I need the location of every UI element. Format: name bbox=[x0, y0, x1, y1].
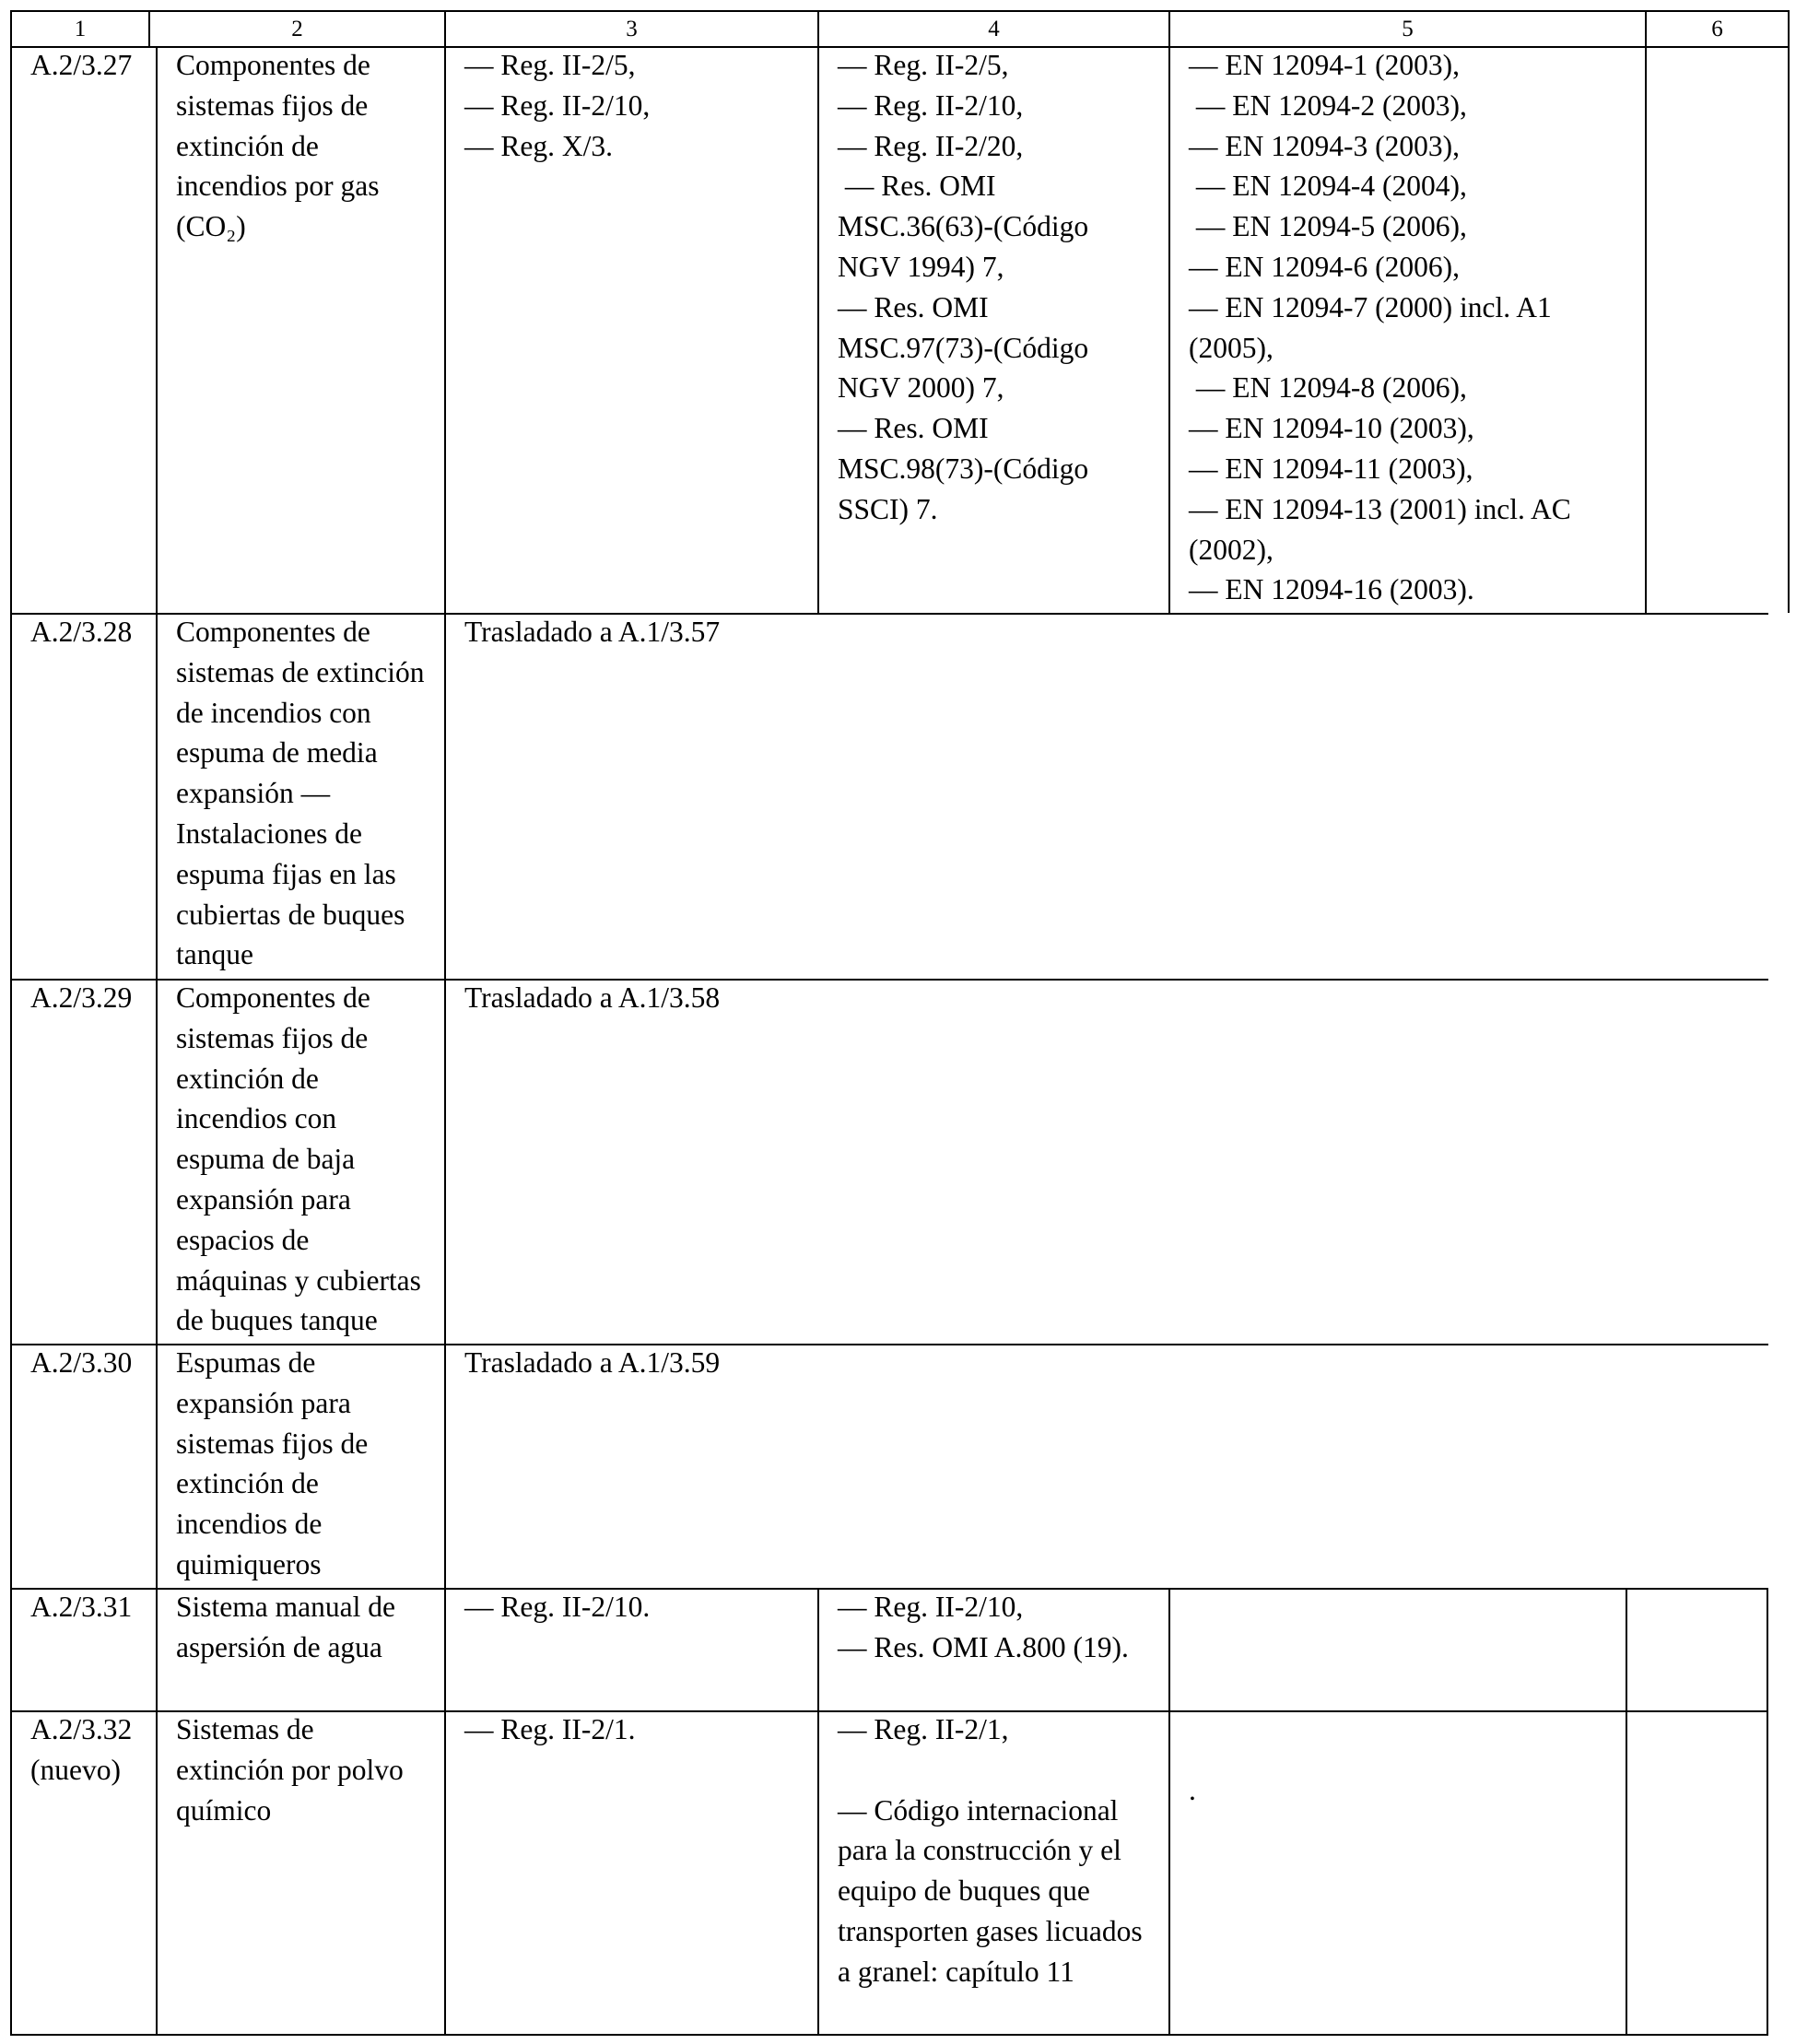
text-line: — EN 12094-11 (2003), bbox=[1189, 452, 1473, 485]
column-6-cell bbox=[1626, 1710, 1768, 2036]
text-line: . bbox=[1189, 1774, 1196, 1806]
text-line: MSC.97(73)-(Código bbox=[838, 331, 1089, 364]
text-line: A.2/3.29 bbox=[30, 981, 133, 1014]
text-line: espacios de bbox=[176, 1223, 310, 1256]
standards-cell bbox=[1168, 1710, 1626, 2036]
text-line: sistemas fijos de bbox=[176, 1021, 369, 1054]
text-line: espuma de media bbox=[176, 736, 378, 769]
text-line: (nuevo) bbox=[30, 1753, 121, 1786]
resolutions-cell bbox=[817, 1710, 1168, 2036]
text-line: de buques tanque bbox=[176, 1304, 378, 1337]
cell-text bbox=[176, 1709, 439, 1830]
item-description-cell bbox=[156, 46, 444, 613]
text-line: — Res. OMI A.800 (19). bbox=[838, 1630, 1129, 1663]
text-line: A.2/3.31 bbox=[30, 1591, 133, 1623]
text-line: A.2/3.28 bbox=[30, 616, 133, 648]
text-line: aspersión de agua bbox=[176, 1630, 382, 1663]
text-line: extinción de bbox=[176, 129, 319, 162]
column-header-3: 3 bbox=[444, 10, 817, 46]
text-line: expansión para bbox=[176, 1386, 351, 1419]
column-header-5: 5 bbox=[1168, 10, 1645, 46]
cell-text bbox=[464, 1587, 812, 1627]
text-line: NGV 1994) 7, bbox=[838, 250, 1004, 283]
text-line: incendios con bbox=[176, 1102, 337, 1135]
text-line: — EN 12094-10 (2003), bbox=[1189, 412, 1474, 445]
text-line: A.2/3.30 bbox=[30, 1346, 133, 1379]
cell-text bbox=[1189, 1770, 1620, 1811]
text-line: máquinas y cubiertas bbox=[176, 1263, 421, 1297]
resolutions-cell bbox=[817, 46, 1168, 613]
item-code-cell bbox=[10, 1588, 156, 1710]
cell-text bbox=[30, 1709, 150, 1791]
cell-text bbox=[30, 1587, 150, 1627]
text-line: — Reg. X/3. bbox=[464, 129, 613, 162]
text-line: — EN 12094-16 (2003). bbox=[1189, 573, 1474, 606]
cell-text bbox=[464, 978, 1763, 1018]
text-line: (2002), bbox=[1189, 533, 1274, 566]
text-line: extinción de bbox=[176, 1467, 319, 1500]
text-line: Componentes de bbox=[176, 981, 370, 1014]
text-line: (CO₂) bbox=[176, 210, 246, 243]
text-line: expansión — bbox=[176, 777, 331, 810]
text-line: equipo de buques que bbox=[838, 1874, 1090, 1908]
item-code-cell bbox=[10, 979, 156, 1344]
text-line: Trasladado a A.1/3.59 bbox=[464, 1346, 721, 1379]
text-line: — EN 12094-7 (2000) incl. A1 bbox=[1189, 290, 1552, 323]
standards-cell bbox=[1168, 1588, 1626, 1710]
text-line: espuma fijas en las bbox=[176, 857, 396, 890]
cell-text bbox=[30, 612, 150, 652]
item-description-cell bbox=[156, 1588, 444, 1710]
text-line: Sistemas de bbox=[176, 1713, 314, 1745]
cell-text bbox=[30, 1343, 150, 1383]
text-line: — EN 12094-2 (2003), bbox=[1189, 88, 1467, 122]
item-description-cell bbox=[156, 1710, 444, 2036]
text-line: — Reg. II-2/10. bbox=[464, 1591, 651, 1623]
text-line: — EN 12094-4 (2004), bbox=[1189, 170, 1467, 203]
text-line: sistemas fijos de bbox=[176, 1427, 369, 1460]
moved-notice-cell bbox=[444, 613, 1768, 979]
moved-notice-cell bbox=[444, 1344, 1768, 1588]
resolutions-cell bbox=[817, 1588, 1168, 1710]
text-line: incendios por gas bbox=[176, 170, 380, 203]
cell-text bbox=[176, 612, 439, 975]
text-line: tanque bbox=[176, 938, 253, 971]
text-line: para la construcción y el bbox=[838, 1834, 1121, 1867]
text-line: — Código internacional bbox=[838, 1793, 1119, 1827]
text-line: MSC.98(73)-(Código bbox=[838, 452, 1089, 485]
text-line: — EN 12094-8 (2006), bbox=[1189, 371, 1467, 405]
text-line: — Reg. II-2/10, bbox=[838, 88, 1024, 122]
moved-notice-cell bbox=[444, 979, 1768, 1344]
cell-text bbox=[838, 1709, 1163, 1992]
text-line: — Reg. II-2/10, bbox=[838, 1591, 1024, 1623]
text-line: MSC.36(63)-(Código bbox=[838, 210, 1089, 243]
text-line: a granel: capítulo 11 bbox=[838, 1955, 1074, 1988]
text-line: espuma de baja bbox=[176, 1143, 356, 1176]
item-code-cell bbox=[10, 46, 156, 613]
text-line: Componentes de bbox=[176, 49, 370, 81]
text-line: Trasladado a A.1/3.58 bbox=[464, 981, 721, 1014]
cell-text bbox=[464, 612, 1763, 652]
text-line: — Res. OMI bbox=[838, 170, 996, 203]
cell-text bbox=[838, 1587, 1163, 1668]
text-line: — Reg. II-2/5, bbox=[838, 49, 1009, 81]
cell-text bbox=[176, 978, 439, 1341]
text-line: — EN 12094-5 (2006), bbox=[1189, 210, 1467, 243]
text-line: (2005), bbox=[1189, 331, 1274, 364]
item-code-cell bbox=[10, 1710, 156, 2036]
column-header-1: 1 bbox=[10, 10, 148, 46]
text-line: — Reg. II-2/10, bbox=[464, 88, 651, 122]
column-header-2: 2 bbox=[148, 10, 444, 46]
item-code-cell bbox=[10, 1344, 156, 1588]
text-line: Sistema manual de bbox=[176, 1591, 395, 1623]
standards-cell bbox=[1168, 46, 1645, 613]
item-description-cell bbox=[156, 1344, 444, 1588]
text-line: — Reg. II-2/1. bbox=[464, 1713, 636, 1745]
text-line: sistemas fijos de bbox=[176, 88, 369, 122]
column-header-4: 4 bbox=[817, 10, 1168, 46]
regulations-cell bbox=[444, 1710, 817, 2036]
text-line: A.2/3.27 bbox=[30, 49, 133, 81]
cell-text bbox=[176, 45, 439, 247]
text-line: expansión para bbox=[176, 1182, 351, 1216]
text-line: químico bbox=[176, 1793, 272, 1827]
text-line: Trasladado a A.1/3.57 bbox=[464, 616, 721, 648]
text-line: — Res. OMI bbox=[838, 412, 989, 445]
cell-text bbox=[464, 1343, 1763, 1383]
cell-text bbox=[176, 1587, 439, 1668]
text-line: de incendios con bbox=[176, 696, 371, 729]
text-line: extinción de bbox=[176, 1062, 319, 1095]
text-line: — Res. OMI bbox=[838, 290, 989, 323]
text-line: Instalaciones de bbox=[176, 816, 363, 850]
cell-text bbox=[30, 45, 150, 86]
cell-text bbox=[1189, 45, 1639, 610]
text-line: sistemas de extinción bbox=[176, 655, 425, 688]
text-line: — EN 12094-13 (2001) incl. AC bbox=[1189, 492, 1571, 525]
text-line: NGV 2000) 7, bbox=[838, 371, 1004, 405]
item-description-cell bbox=[156, 979, 444, 1344]
column-header-6: 6 bbox=[1645, 10, 1790, 46]
cell-text bbox=[176, 1343, 439, 1585]
item-description-cell bbox=[156, 613, 444, 979]
text-line: — Reg. II-2/5, bbox=[464, 49, 636, 81]
text-line: — Reg. II-2/20, bbox=[838, 129, 1024, 162]
regulations-cell bbox=[444, 46, 817, 613]
text-line: A.2/3.32 bbox=[30, 1713, 133, 1745]
column-6-cell bbox=[1645, 46, 1790, 613]
text-line: — EN 12094-1 (2003), bbox=[1189, 49, 1460, 81]
text-line: Componentes de bbox=[176, 616, 370, 648]
text-line: cubiertas de buques bbox=[176, 898, 405, 931]
item-code-cell bbox=[10, 613, 156, 979]
cell-text bbox=[464, 1709, 812, 1750]
text-line: — Reg. II-2/1, bbox=[838, 1713, 1009, 1745]
text-line: — EN 12094-3 (2003), bbox=[1189, 129, 1460, 162]
column-6-cell bbox=[1626, 1588, 1768, 1710]
text-line: incendios de bbox=[176, 1508, 323, 1541]
text-line bbox=[838, 1750, 1163, 1791]
text-line: transporten gases licuados bbox=[838, 1914, 1143, 1947]
cell-text bbox=[464, 45, 812, 166]
cell-text bbox=[30, 978, 150, 1018]
text-line: extinción por polvo bbox=[176, 1753, 404, 1786]
text-line: quimiqueros bbox=[176, 1547, 322, 1580]
text-line: — EN 12094-6 (2006), bbox=[1189, 250, 1460, 283]
text-line: SSCI) 7. bbox=[838, 492, 938, 525]
regulations-cell bbox=[444, 1588, 817, 1710]
cell-text bbox=[838, 45, 1163, 530]
text-line: Espumas de bbox=[176, 1346, 316, 1379]
